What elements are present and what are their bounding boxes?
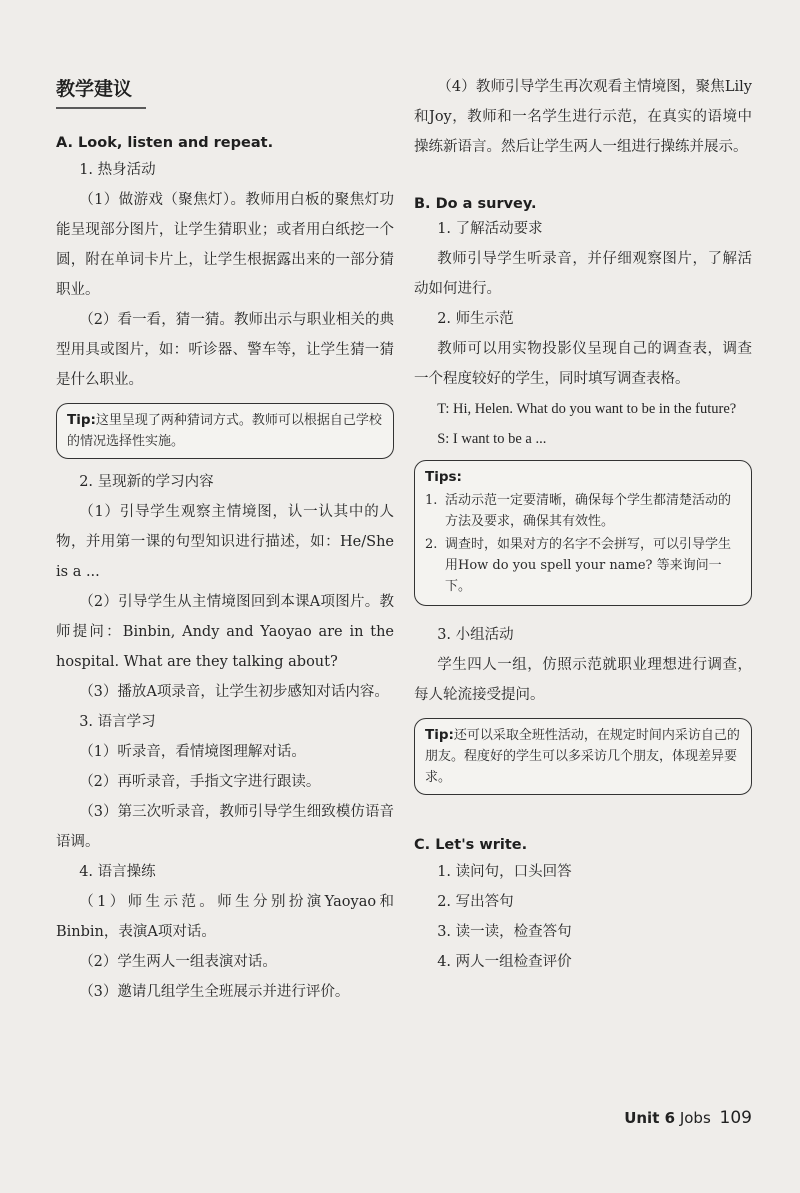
paragraph: （1）听录音，看情境图理解对话。 (79, 744, 306, 760)
dialog-teacher: T: Hi, Helen. What do you want to be in the future? (437, 401, 737, 417)
paragraph: （4）教师引导学生再次观看主情境图，聚焦Lily和Joy，教师和一名学生进行示范，在真实的语境中操练新语言。然后让学生两人一组进行操练并展示。 (414, 79, 752, 155)
paragraph: （3）邀请几组学生全班展示并进行评价。 (79, 984, 350, 1000)
tips-label: Tips: (425, 469, 462, 485)
paragraph: 学生四人一组，仿照示范就职业理想进行调查，每人轮流接受提问。 (414, 657, 752, 703)
page-number: 109 (719, 1108, 752, 1128)
paragraph: （1）做游戏（聚焦灯）。教师用白板的聚焦灯功能呈现部分图片，让学生猜职业；或者用白纸挖一个圆，附在单词卡片上，让学生根据露出来的一部分猜职业。 (56, 192, 394, 298)
tips-item-text: 活动示范一定要清晰，确保每个学生都清楚活动的方法及要求，确保其有效性。 (445, 493, 732, 529)
c-step: 1. 读问句，口头回答 (437, 864, 572, 880)
left-column (56, 62, 394, 1007)
section-a-title: A. Look, listen and repeat. (56, 135, 274, 151)
c-step: 4. 两人一组检查评价 (437, 954, 572, 970)
footer-unit: Unit 6 (624, 1109, 676, 1127)
tip-label: Tip: (67, 412, 96, 428)
tips-box (414, 460, 752, 606)
paragraph: （3）播放A项录音，让学生初步感知对话内容。 (79, 684, 389, 700)
step-2-title: 2. 呈现新的学习内容 (79, 474, 214, 490)
paragraph: （1）引导学生观察主情境图，认一认其中的人物，并用第一课的句型知识进行描述，如：He/She is a ... (56, 504, 394, 580)
paragraph: （2）学生两人一组表演对话。 (79, 954, 277, 970)
tip-text: 这里呈现了两种猜词方式。教师可以根据自己学校的情况选择性实施。 (67, 413, 382, 449)
paragraph: （2）再听录音，手指文字进行跟读。 (79, 774, 321, 790)
tips-item-number: 2. (425, 537, 438, 552)
tip-box (414, 718, 752, 795)
tip-box (56, 403, 394, 459)
paragraph: （3）第三次听录音，教师引导学生细致模仿语音语调。 (56, 804, 394, 850)
step-3-title: 3. 语言学习 (79, 714, 156, 730)
page-footer (624, 1108, 752, 1128)
paragraph: 教师可以用实物投影仪呈现自己的调查表，调查一个程度较好的学生，同时填写调查表格。 (414, 341, 752, 387)
tip-text: 还可以采取全班性活动，在规定时间内采访自己的朋友。程度好的学生可以多采访几个朋友，体现差异要求。 (425, 728, 740, 785)
c-step: 3. 读一读，检查答句 (437, 924, 572, 940)
b-step-2-title: 2. 师生示范 (437, 311, 514, 327)
tips-item (425, 534, 741, 597)
paragraph: （1）师生示范。师生分别扮演Yaoyao和Binbin，表演A项对话。 (56, 894, 394, 940)
section-heading: 教学建议 (56, 62, 146, 109)
tips-item-text: 调查时，如果对方的名字不会拼写，可以引导学生用How do you spell your name? 等来询问一下。 (445, 537, 732, 594)
paragraph: （2）看一看，猜一猜。教师出示与职业相关的典型用具或图片，如：听诊器、警车等，让学生猜一猜是什么职业。 (56, 312, 394, 388)
tip-label: Tip: (425, 727, 454, 743)
b-step-1-title: 1. 了解活动要求 (437, 221, 543, 237)
right-column (414, 62, 752, 977)
c-step: 2. 写出答句 (437, 894, 514, 910)
tips-item (425, 490, 741, 532)
dialog-student: S: I want to be a ... (437, 431, 547, 447)
step-1-title: 1. 热身活动 (79, 162, 156, 178)
footer-title: Jobs (679, 1109, 711, 1127)
paragraph: （2）引导学生从主情境图回到本课A项图片。教师提问：Binbin, Andy and Yaoyao are in the hospital. What are they talking about? (56, 594, 394, 670)
tips-list (425, 490, 741, 597)
section-c-title: C. Let's write. (414, 837, 528, 853)
paragraph: 教师引导学生听录音，并仔细观察图片，了解活动如何进行。 (414, 251, 752, 297)
step-4-title: 4. 语言操练 (79, 864, 156, 880)
b-step-3-title: 3. 小组活动 (437, 627, 514, 643)
tips-item-number: 1. (425, 493, 438, 508)
section-b-title: B. Do a survey. (414, 196, 537, 212)
